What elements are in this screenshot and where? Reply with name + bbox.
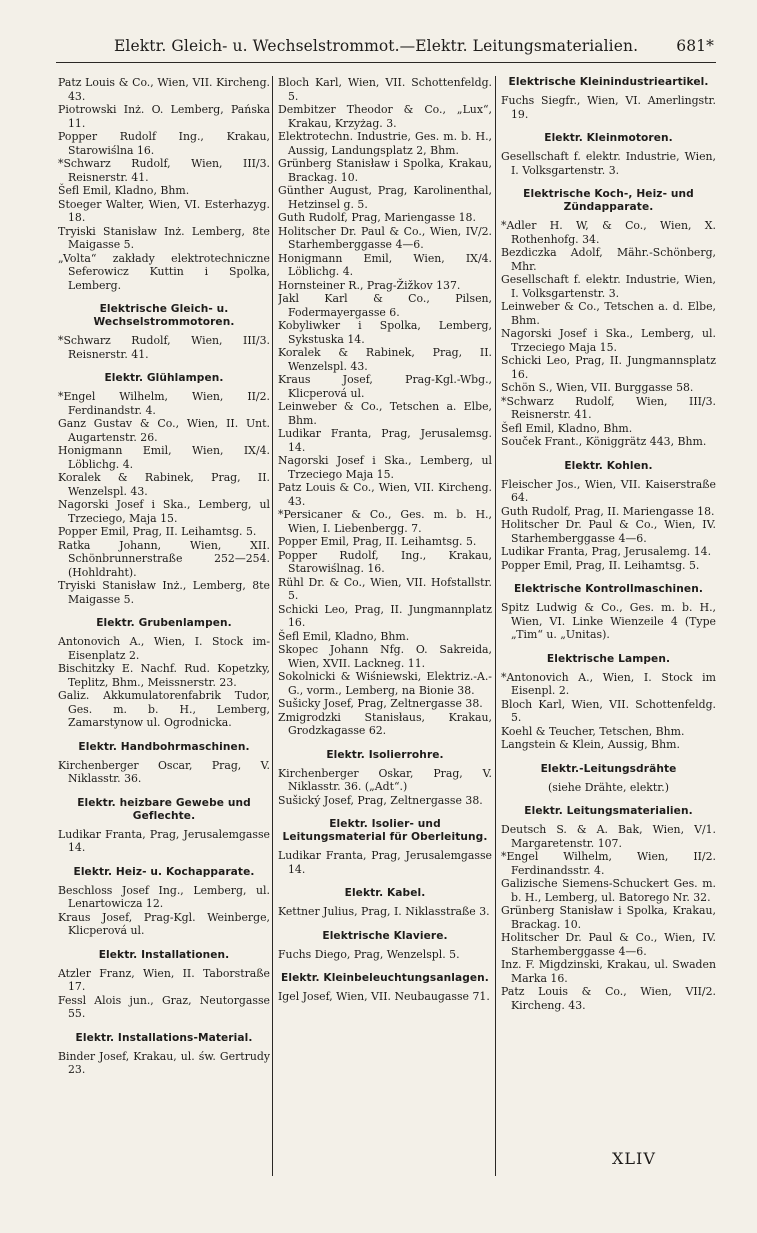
section-heading: Elektrische Kontrollmaschinen. (514, 583, 703, 595)
directory-entry: Fleischer Jos., Wien, VII. Kaiserstraße 64. (501, 477, 716, 504)
section-heading: Elektr. Leitungsmaterialien. (524, 805, 693, 817)
directory-entry: Popper Rudolf Ing., Krakau, Starowiślna 16. (58, 130, 270, 157)
directory-entry: Grünberg Stanisław i Spolka, Krakau, Brackag. 10. (501, 904, 716, 931)
directory-entry: Leinweber & Co., Tetschen a. Elbe, Bhm. (278, 400, 492, 427)
directory-entry: Spitz Ludwig & Co., Ges. m. b. H., Wien, VI. Linke Wienzeile 4 (Type „Tim“ u. „Unitas). (501, 601, 716, 641)
directory-entry: Hornsteiner R., Prag-Žižkov 137. (278, 278, 461, 292)
directory-entry: Guth Rudolf, Prag, Mariengasse 18. (278, 211, 476, 224)
section-heading: Elektr. heizbare Gewebe und Geflechte. (77, 796, 251, 822)
section-heading: Elektr. Installations-Material. (75, 1031, 253, 1044)
directory-entry: Patz Louis & Co., Wien, VII/2. Kircheng. 43. (501, 985, 716, 1012)
directory-entry: Beschloss Josef Ing., Lemberg, ul. Lenartowicza 12. (58, 883, 270, 910)
column-middle (278, 76, 492, 1181)
header-rule (56, 62, 716, 63)
section-heading: Elektrische Klaviere. (322, 929, 448, 942)
directory-entry: Koehl & Teucher, Tetschen, Bhm. (501, 724, 685, 738)
directory-entry: Jakl Karl & Co., Pilsen, Fodermayergasse 6. (278, 292, 492, 319)
section-heading: Elektr. Isolier- und Leitungsmaterial für Oberleitung. (282, 818, 488, 843)
directory-entry: Souček Frant., Königgrätz 443, Bhm. (501, 435, 707, 448)
section-heading: Elektr. Grubenlampen. (96, 617, 232, 629)
directory-entry: Kraus Josef, Prag-Kgl.-Wbg., Klicperová ul. (278, 373, 492, 400)
directory-entry: Šefl Emil, Kladno, Bhm. (501, 421, 633, 435)
page-number: 681* (676, 37, 714, 55)
directory-entry: Tryiski Stanisław Inż., Lemberg, 8te Maigasse 5. (58, 579, 270, 606)
directory-entry: Popper Emil, Prag, II. Leihamtsg. 5. (58, 525, 257, 538)
directory-entry: Igel Josef, Wien, VII. Neubaugasse 71. (278, 990, 490, 1003)
directory-entry: Fuchs Diego, Prag, Wenzelspl. 5. (278, 947, 460, 961)
directory-entry: Gesellschaft f. elektr. Industrie, Wien, I. Volksgartenstr. 3. (501, 273, 716, 300)
directory-entry: Galiz. Akkumulatorenfabrik Tudor, Ges. m. b. H., Lemberg, Zamarstynow ul. Ogrodnicka. (58, 689, 270, 729)
section-heading: Elektrische Koch-, Heiz- und Zündapparate. (523, 188, 694, 213)
volume-mark: XLIV (612, 1149, 656, 1168)
directory-entry: Patz Louis & Co., Wien, VII. Kircheng. 43. (278, 481, 492, 508)
directory-entry: Popper Emil, Prag, II. Leihamtsg. 5. (501, 558, 700, 572)
section-heading: Elektrische Lampen. (546, 652, 671, 665)
directory-entry: Leinweber & Co., Tetschen a. d. Elbe, Bhm. (501, 300, 716, 327)
section-heading: Elektr. Isolierrohre. (326, 748, 444, 761)
directory-entry: Honigmann Emil, Wien, IX/4. Löblichg. 4. (58, 444, 270, 471)
directory-entry: Kirchenberger Oscar, Prag, V. Niklasstr. 36. (58, 758, 270, 785)
directory-entry: Kettner Julius, Prag, I. Niklasstraße 3. (278, 905, 490, 918)
section-heading: Elektr. Heiz- u. Kochapparate. (73, 865, 255, 878)
section-heading: Elektr. Kabel. (344, 887, 426, 899)
directory-entry: Skopec Johann Nfg. O. Sakreida, Wien, XVII. Lackneg. 11. (278, 643, 492, 670)
directory-entry: „Volta“ zakłady elektrotechniczne Seferowicz Kuttin i Spolka, Lemberg. (58, 251, 270, 292)
directory-entry: Grünberg Stanisław i Spolka, Krakau, Brackag. 10. (278, 157, 492, 184)
directory-entry: Bloch Karl, Wien, VII. Schottenfeldg. 5. (501, 697, 716, 724)
directory-entry: Stoeger Walter, Wien, VI. Esterhazyg. 18. (58, 197, 270, 224)
directory-entry: Kobyliwker i Spolka, Lemberg, Sykstuska 14. (278, 319, 492, 346)
directory-entry: Honigmann Emil, Wien, IX/4. Löblichg. 4. (278, 251, 492, 278)
section-heading: Elektr. Installationen. (98, 948, 230, 961)
directory-entry: Elektrotechn. Industrie, Ges. m. b. H., Aussig, Landungsplatz 2, Bhm. (278, 130, 492, 157)
directory-entry: Rühl Dr. & Co., Wien, VII. Hofstallstr. 5. (278, 575, 492, 602)
section-heading: Elektr.-Leitungsdrähte (540, 762, 677, 775)
directory-entry: Deutsch S. & A. Bak, Wien, V/1. Margaretenstr. 107. (501, 823, 716, 850)
directory-entry: Binder Josef, Krakau, ul. św. Gertrudy 23. (58, 1049, 270, 1076)
directory-entry: Holitscher Dr. Paul & Co., Wien, IV. Starhemberggasse 4—6. (501, 931, 716, 958)
column-right (501, 76, 716, 1181)
directory-entry: Ratka Johann, Wien, XII. Schönbrunnerstraße 252—254. (Hohldraht). (58, 538, 270, 579)
directory-entry: Holitscher Dr. Paul & Co., Wien, IV/2. Starhemberggasse 4—6. (278, 224, 492, 251)
directory-entry: Dembitzer Theodor & Co., „Lux“, Krakau, Krzyżag. 3. (278, 103, 492, 130)
directory-entry: *Schwarz Rudolf, Wien, III/3. Reisnerstr. 41. (501, 394, 716, 421)
column-left (58, 76, 270, 1181)
directory-entry: Koralek & Rabinek, Prag, II. Wenzelspl. 43. (278, 346, 492, 373)
directory-entry: Zmigrodzki Stanisłaus, Krakau, Grodzkagasse 62. (278, 710, 492, 737)
directory-entry: Nagorski Josef i Ska., Lemberg, ul Trzeciego Maja 15. (278, 454, 492, 481)
directory-entry: *Persicaner & Co., Ges. m. b. H., Wien, I. Liebenbergg. 7. (278, 508, 492, 535)
directory-entry: Gesellschaft f. elektr. Industrie, Wien, I. Volksgartenstr. 3. (501, 150, 716, 177)
directory-entry: Schön S., Wien, VII. Burggasse 58. (501, 381, 694, 394)
section-heading: Elektr. Kleinbeleuchtungsanlagen. (281, 972, 489, 984)
section-heading: Elektrische Kleinindustrieartikel. (508, 76, 709, 88)
directory-entry: Šefl Emil, Kladno, Bhm. (278, 629, 410, 643)
running-title: Elektr. Gleich- u. Wechselstrommot.—Elektr. Leitungsmaterialien. (114, 37, 639, 55)
directory-entry: Galizische Siemens-Schuckert Ges. m. b. H., Lemberg, ul. Batorego Nr. 32. (501, 877, 716, 904)
section-heading: Elektr. Handbohrmaschinen. (78, 740, 250, 753)
directory-entry: *Schwarz Rudolf, Wien, III/3. Reisnerstr. 41. (58, 334, 270, 361)
cross-reference-note: (siehe Drähte, elektr.) (548, 780, 669, 794)
directory-entry: Antonovich A., Wien, I. Stock im-Eisenplatz 2. (58, 635, 270, 662)
directory-entry: Bischitzky E. Nachf. Rud. Kopetzky, Teplitz, Bhm., Meissnerstr. 23. (58, 662, 270, 689)
directory-entry: Koralek & Rabinek, Prag, II. Wenzelspl. 43. (58, 471, 270, 498)
directory-entry: Langstein & Klein, Aussig, Bhm. (501, 738, 680, 751)
directory-entry: Fuchs Siegfr., Wien, VI. Amerlingstr. 19. (501, 94, 716, 121)
directory-entry: Fessl Alois jun., Graz, Neutorgasse 55. (58, 993, 270, 1020)
section-heading: Elektrische Gleich- u. Wechselstrommotoren. (93, 303, 235, 328)
directory-entry: Guth Rudolf, Prag, II. Mariengasse 18. (501, 504, 715, 518)
section-heading: Elektr. Kohlen. (564, 459, 653, 472)
directory-entry: Šefl Emil, Kladno, Bhm. (58, 184, 190, 197)
directory-entry: Günther August, Prag, Karolinenthal, Hetzinsel g. 5. (278, 184, 492, 211)
directory-entry: Ludikar Franta, Prag, Jerusalemgasse 14. (278, 849, 492, 876)
directory-entry: Holitscher Dr. Paul & Co., Wien, IV. Starhemberggasse 4—6. (501, 518, 716, 545)
directory-entry: Bezdiczka Adolf, Mähr.-Schönberg, Mhr. (501, 246, 716, 273)
directory-entry: *Schwarz Rudolf, Wien, III/3. Reisnerstr. 41. (58, 157, 270, 184)
directory-entry: Schicki Leo, Prag, II. Jungmannsplatz 16. (501, 354, 716, 381)
section-heading: Elektr. Glühlampen. (104, 372, 224, 384)
directory-entry: Atzler Franz, Wien, II. Taborstraße 17. (58, 966, 270, 993)
directory-entry: Ludikar Franta, Prag, Jerusalemg. 14. (501, 545, 712, 558)
directory-entry: *Adler H. W, & Co., Wien, X. Rothenhofg. 34. (501, 219, 716, 246)
directory-entry: Kirchenberger Oskar, Prag, V. Niklasstr. 36. („Adt“.) (278, 766, 492, 793)
directory-entry: Bloch Karl, Wien, VII. Schottenfeldg. 5. (278, 76, 492, 103)
directory-entry: Nagorski Josef i Ska., Lemberg, ul Trzeciego, Maja 15. (58, 498, 270, 525)
directory-entry: Popper Rudolf, Ing., Krakau, Starowiślnag. 16. (278, 548, 492, 575)
directory-entry: Piotrowski Inż. O. Lemberg, Pańska 11. (58, 103, 270, 130)
directory-entry: Tryiski Stanisław Inż. Lemberg, 8te Maigasse 5. (58, 224, 270, 251)
page-header (114, 37, 714, 55)
directory-entry: Ludikar Franta, Prag, Jerusalemgasse 14. (58, 827, 270, 854)
directory-entry: Sokolnicki & Wiśniewski, Elektriz.-A.-G., vorm., Lemberg, na Bionie 38. (278, 670, 492, 697)
section-heading: Elektr. Kleinmotoren. (544, 132, 673, 144)
directory-entry: Patz Louis & Co., Wien, VII. Kircheng. 43. (58, 76, 270, 103)
column-divider (495, 76, 496, 1176)
directory-entry: *Engel Wilhelm, Wien, II/2. Ferdinandstr. 4. (58, 390, 270, 417)
directory-entry: Sušicky Josef, Prag, Zeltnergasse 38. (278, 697, 483, 710)
directory-entry: Ludikar Franta, Prag, Jerusalemsg. 14. (278, 427, 492, 454)
directory-entry: Kraus Josef, Prag-Kgl. Weinberge, Klicperová ul. (58, 910, 270, 937)
directory-entry: Sušický Josef, Prag, Zeltnergasse 38. (278, 793, 483, 807)
directory-entry: Inz. F. Migdzinski, Krakau, ul. Swaden Marka 16. (501, 958, 716, 985)
directory-entry: *Engel Wilhelm, Wien, II/2. Ferdinandsstr. 4. (501, 850, 716, 877)
directory-entry: Ganz Gustav & Co., Wien, II. Unt. Augartenstr. 26. (58, 417, 270, 444)
column-divider (272, 76, 273, 1176)
directory-entry: Popper Emil, Prag, II. Leihamtsg. 5. (278, 535, 477, 548)
directory-entry: Nagorski Josef i Ska., Lemberg, ul. Trzeciego Maja 15. (501, 327, 716, 354)
directory-entry: *Antonovich A., Wien, I. Stock im Eisenpl. 2. (501, 670, 716, 697)
directory-entry: Schicki Leo, Prag, II. Jungmannplatz 16. (278, 602, 492, 629)
